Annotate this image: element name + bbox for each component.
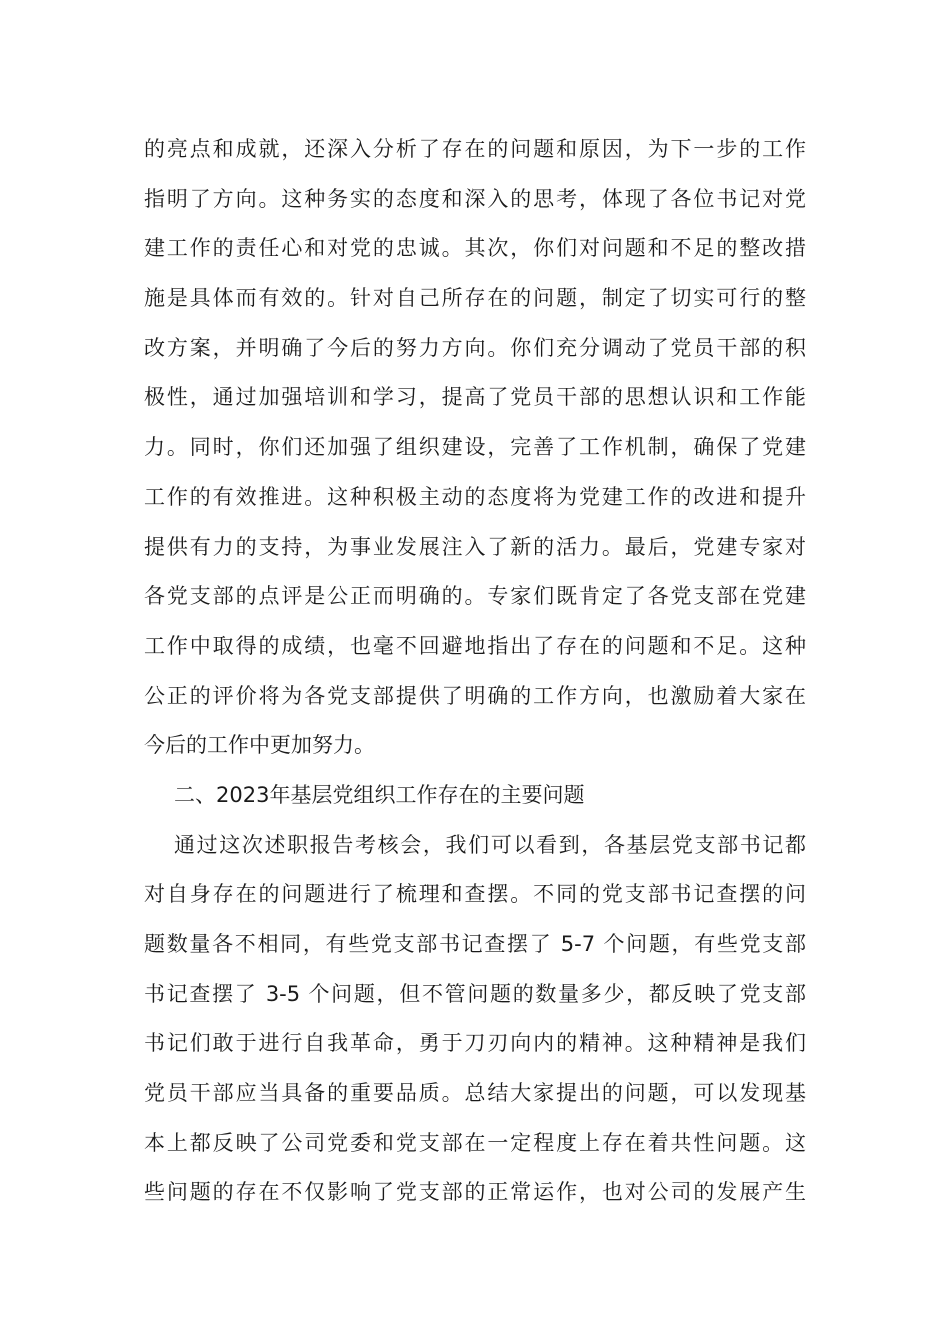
text-line: 些问题的存在不仅影响了党支部的正常运作，也对公司的发展产生 <box>144 1180 806 1205</box>
section-heading: 二、2023年基层党组织工作存在的主要问题 <box>174 782 585 807</box>
text-line: 工作的有效推进。这种积极主动的态度将为党建工作的改进和提升 <box>144 484 806 509</box>
text-line: 指明了方向。这种务实的态度和深入的思考，体现了各位书记对党 <box>144 186 806 211</box>
text-line: 公正的评价将为各党支部提供了明确的工作方向，也激励着大家在 <box>144 683 806 708</box>
text-line: 各党支部的点评是公正而明确的。专家们既肯定了各党支部在党建 <box>144 584 806 609</box>
text-line: 力。同时，你们还加强了组织建设，完善了工作机制，确保了党建 <box>144 435 806 460</box>
text-line: 施是具体而有效的。针对自己所存在的问题，制定了切实可行的整 <box>144 286 806 311</box>
text-line: 党员干部应当具备的重要品质。总结大家提出的问题，可以发现基 <box>144 1081 806 1106</box>
document-page <box>144 125 806 1218</box>
text-line: 建工作的责任心和对党的忠诚。其次，你们对问题和不足的整改措 <box>144 236 806 261</box>
text-line: 改方案，并明确了今后的努力方向。你们充分调动了党员干部的积 <box>144 335 806 360</box>
text-line: 提供有力的支持，为事业发展注入了新的活力。最后，党建专家对 <box>144 534 806 559</box>
text-line: 极性，通过加强培训和学习，提高了党员干部的思想认识和工作能 <box>144 385 806 410</box>
text-line: 本上都反映了公司党委和党支部在一定程度上存在着共性问题。这 <box>144 1130 806 1155</box>
text-line: 书记查摆了 3-5 个问题，但不管问题的数量多少，都反映了党支部 <box>144 981 806 1006</box>
text-line: 的亮点和成就，还深入分析了存在的问题和原因，为下一步的工作 <box>144 137 806 161</box>
text-line: 书记们敢于进行自我革命，勇于刀刃向内的精神。这种精神是我们 <box>144 1031 806 1056</box>
text-line: 工作中取得的成绩，也毫不回避地指出了存在的问题和不足。这种 <box>144 633 806 658</box>
paragraph-problems <box>144 821 806 1219</box>
paragraph-achievements <box>144 125 806 771</box>
text-line: 今后的工作中更加努力。 <box>144 733 375 758</box>
text-line: 对自身存在的问题进行了梳理和查摆。不同的党支部书记查摆的问 <box>144 882 806 907</box>
text-line: 通过这次述职报告考核会，我们可以看到，各基层党支部书记都 <box>174 832 806 857</box>
text-line: 题数量各不相同，有些党支部书记查摆了 5-7 个问题，有些党支部 <box>144 932 806 956</box>
